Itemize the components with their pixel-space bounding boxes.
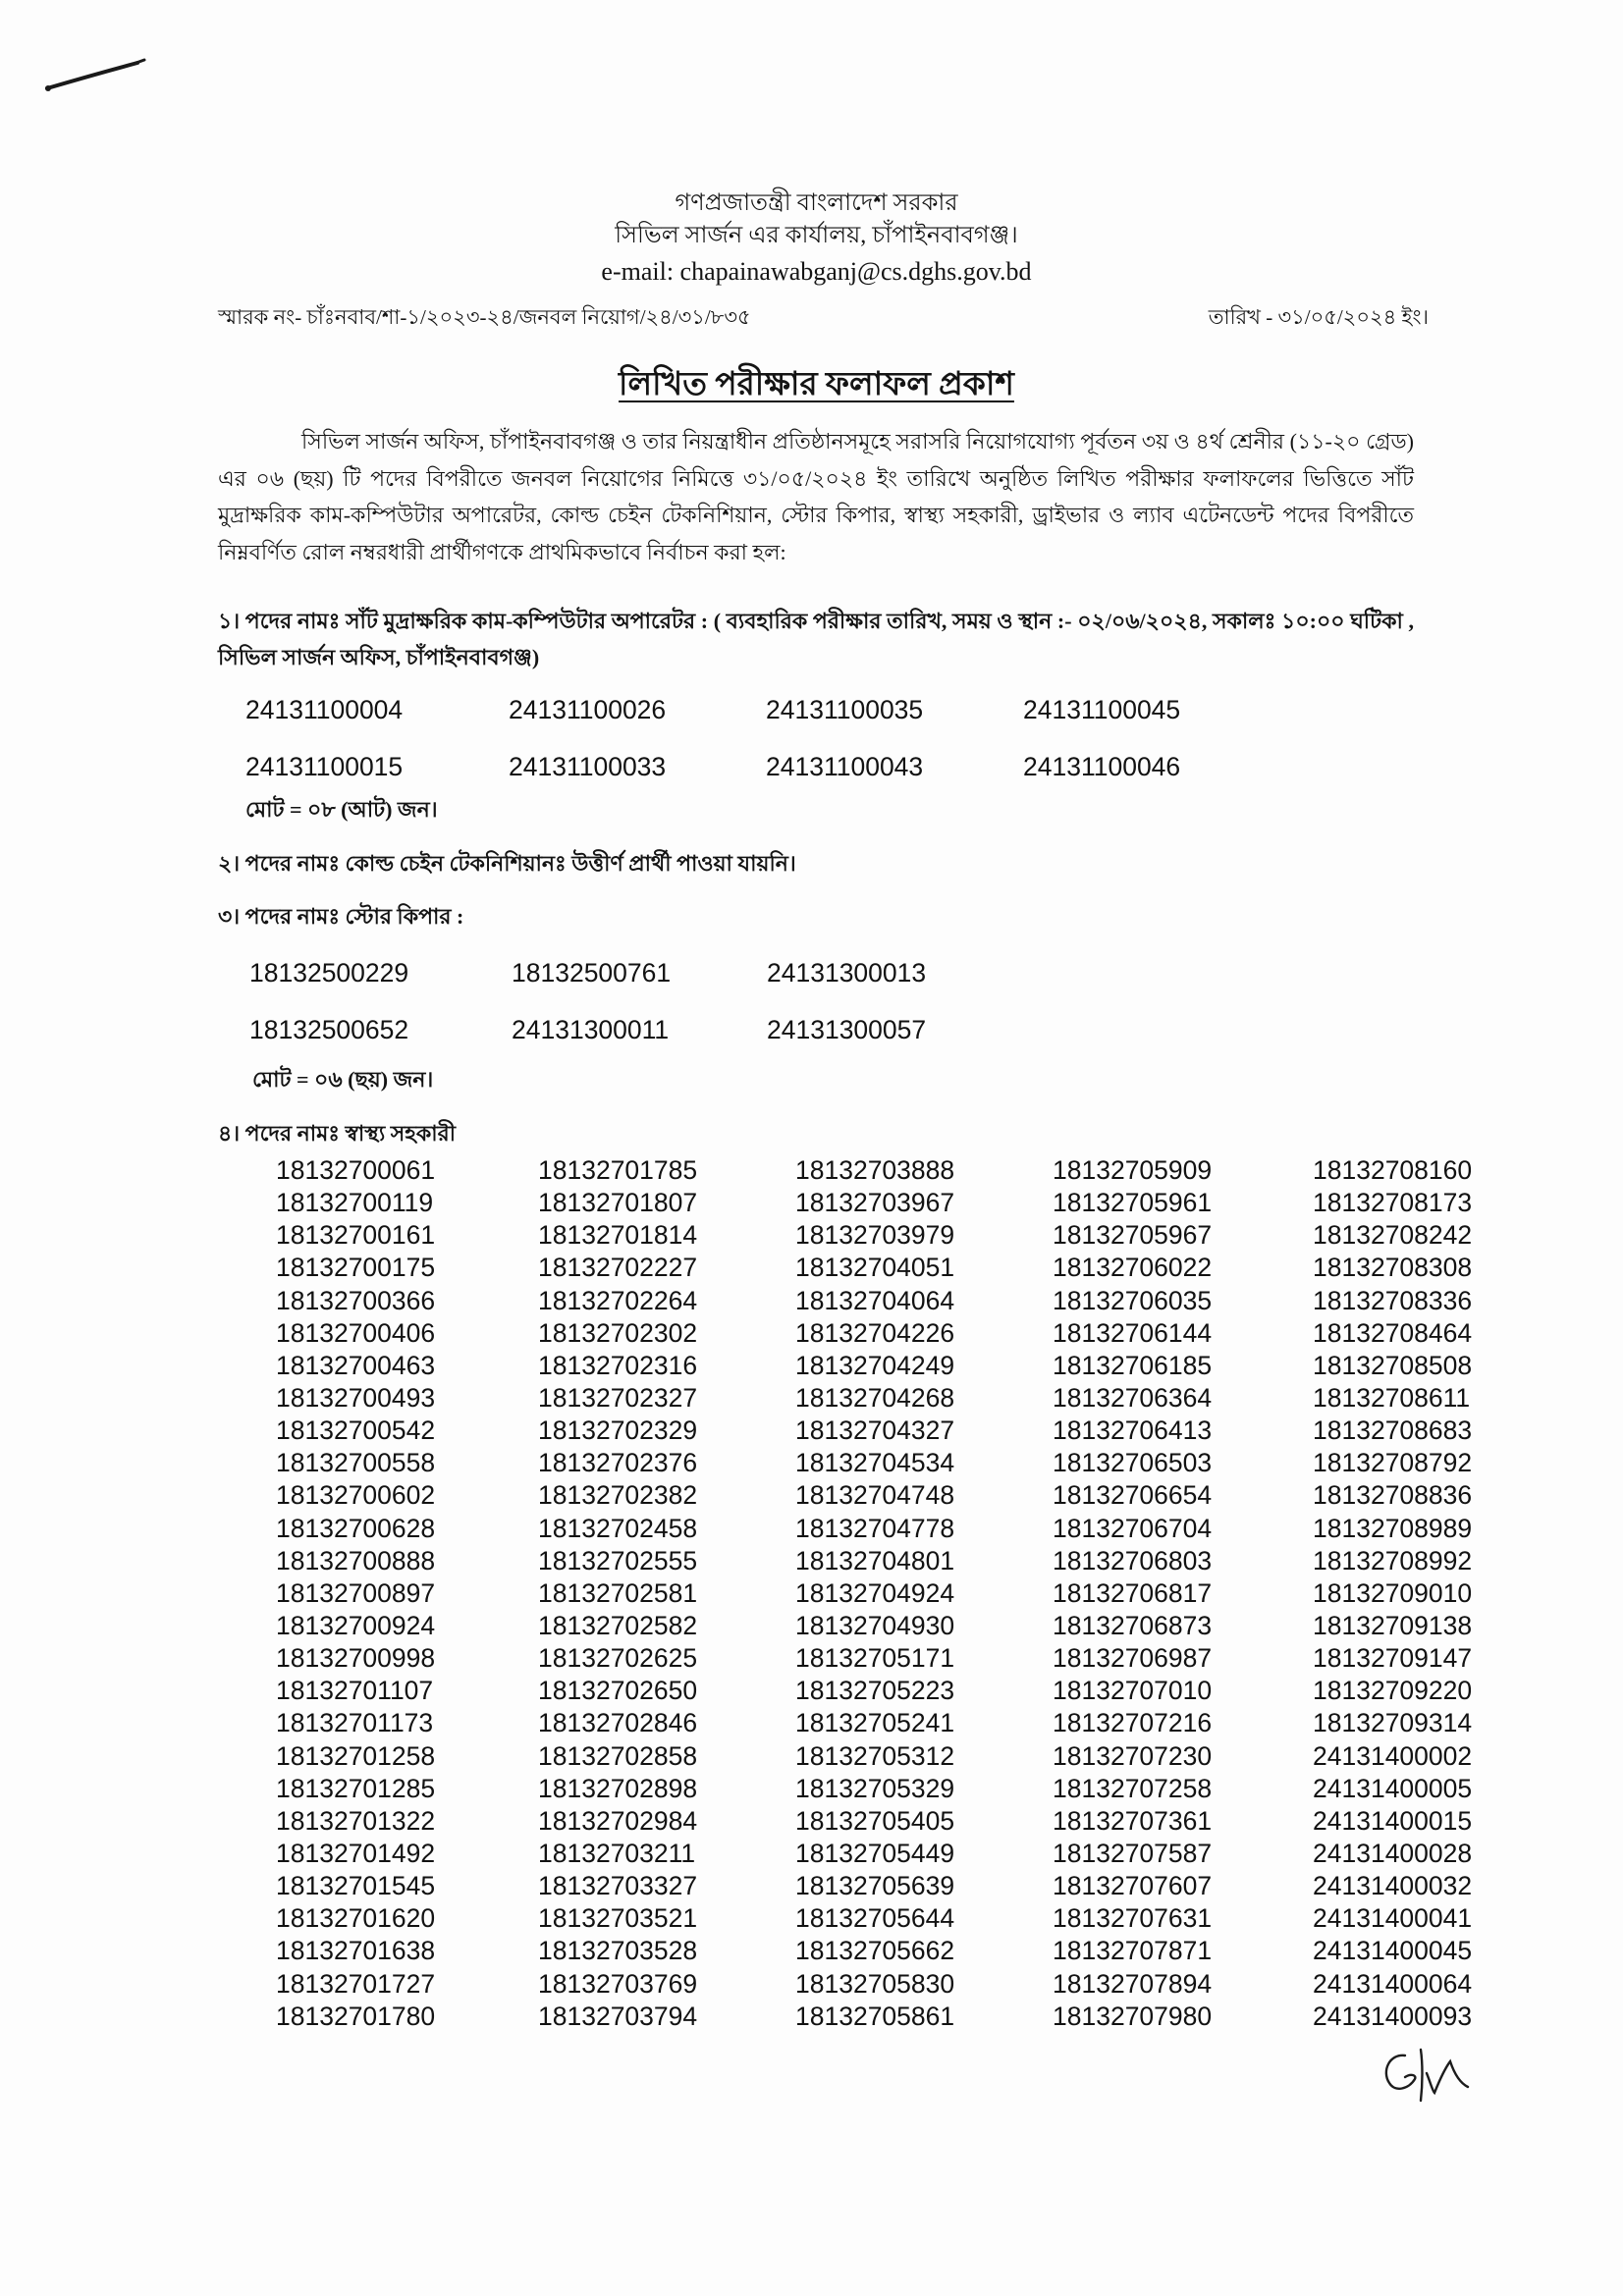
memo-line xyxy=(218,299,1429,335)
roll-number: 18132708242 xyxy=(1313,1220,1473,1251)
roll-number: 18132700463 xyxy=(276,1350,436,1380)
roll-number: 18132706654 xyxy=(1053,1480,1213,1511)
roll-number: 18132706704 xyxy=(1053,1513,1213,1543)
roll-number: 24131400064 xyxy=(1313,1968,1473,1999)
roll-number: 18132708989 xyxy=(1313,1513,1473,1543)
roll-number: 18132706022 xyxy=(1053,1253,1213,1283)
section-1-roll-grid xyxy=(0,681,1623,795)
memo-reference-number: স্মারক নং- চাঁঃনবাব/শা-১/২০২৩-২৪/জনবল নিয়োগ/২৪/৩১/৮৩৫ xyxy=(218,305,751,329)
roll-number: 18132706817 xyxy=(1053,1577,1213,1608)
section-1-total: মোট = ০৮ (আট) জন। xyxy=(245,797,438,822)
roll-number: 18132703888 xyxy=(795,1155,955,1185)
roll-number: 18132700628 xyxy=(276,1513,436,1543)
roll-number-column xyxy=(1023,681,1180,795)
roll-number: 18132700175 xyxy=(276,1253,436,1283)
roll-number: 18132700558 xyxy=(276,1448,436,1478)
roll-number: 18132708336 xyxy=(1313,1285,1473,1315)
roll-number: 18132704534 xyxy=(795,1448,955,1478)
roll-number: 18132702582 xyxy=(538,1610,698,1640)
roll-number: 18132701322 xyxy=(276,1805,436,1836)
roll-number: 18132708464 xyxy=(1313,1317,1473,1348)
roll-number: 18132705961 xyxy=(1053,1188,1213,1218)
roll-number: 18132707631 xyxy=(1053,1903,1213,1934)
roll-number: 18132709138 xyxy=(1313,1610,1473,1640)
roll-number: 18132703967 xyxy=(795,1188,955,1218)
roll-number: 18132705644 xyxy=(795,1903,955,1934)
roll-number: 18132705909 xyxy=(1053,1155,1213,1185)
roll-number: 18132707607 xyxy=(1053,1871,1213,1901)
roll-number: 18132704226 xyxy=(795,1317,955,1348)
roll-number: 18132709314 xyxy=(1313,1708,1473,1738)
roll-number: 18132704924 xyxy=(795,1577,955,1608)
roll-number: 18132707980 xyxy=(1053,2001,1213,2031)
roll-number: 18132707871 xyxy=(1053,1936,1213,1966)
roll-number: 18132701727 xyxy=(276,1968,436,1999)
roll-number: 18132702376 xyxy=(538,1448,698,1478)
memo-date: তারিখ - ৩১/০৫/২০২৪ ইং। xyxy=(1208,305,1429,329)
pen-stroke-mark xyxy=(39,51,152,98)
roll-number: 18132700924 xyxy=(276,1610,436,1640)
roll-number: 18132702650 xyxy=(538,1676,698,1706)
roll-number: 18132705449 xyxy=(795,1838,955,1868)
roll-number: 18132701492 xyxy=(276,1838,436,1868)
roll-number: 18132709010 xyxy=(1313,1577,1473,1608)
roll-number: 18132703979 xyxy=(795,1220,955,1251)
roll-number: 18132707258 xyxy=(1053,1773,1213,1803)
roll-number: 18132709147 xyxy=(1313,1643,1473,1674)
roll-number-column xyxy=(795,1154,954,2033)
roll-number: 24131100015 xyxy=(245,752,404,781)
roll-number: 18132705967 xyxy=(1053,1220,1213,1251)
roll-number: 18132702581 xyxy=(538,1577,698,1608)
roll-number: 18132705830 xyxy=(795,1968,955,1999)
roll-number: 18132705171 xyxy=(795,1643,955,1674)
roll-number: 18132708792 xyxy=(1313,1448,1473,1478)
roll-number: 18132701545 xyxy=(276,1871,436,1901)
handwritten-signature xyxy=(1378,2044,1476,2107)
roll-number: 18132702858 xyxy=(538,1740,698,1771)
roll-number: 18132702327 xyxy=(538,1382,698,1413)
roll-number: 18132703521 xyxy=(538,1903,698,1934)
roll-number: 18132706185 xyxy=(1053,1350,1213,1380)
roll-number: 24131100045 xyxy=(1023,695,1181,724)
roll-number: 24131400041 xyxy=(1313,1903,1473,1934)
roll-number: 24131300057 xyxy=(767,1015,927,1044)
roll-number: 18132704930 xyxy=(795,1610,955,1640)
roll-number: 18132706035 xyxy=(1053,1285,1213,1315)
roll-number: 18132709220 xyxy=(1313,1676,1473,1706)
section-2-heading: ২। পদের নামঃ কোল্ড চেইন টেকনিশিয়ানঃ উত্তীর্ণ প্রার্থী পাওয়া যায়নি। xyxy=(218,851,796,876)
roll-number: 18132700998 xyxy=(276,1643,436,1674)
roll-number: 18132702264 xyxy=(538,1285,698,1315)
roll-number-column xyxy=(1313,1154,1472,2033)
roll-number: 18132700366 xyxy=(276,1285,436,1315)
roll-number: 18132700406 xyxy=(276,1317,436,1348)
roll-number: 18132708683 xyxy=(1313,1415,1473,1446)
roll-number: 18132705662 xyxy=(795,1936,955,1966)
roll-number: 24131400015 xyxy=(1313,1805,1473,1836)
roll-number: 24131300011 xyxy=(512,1015,670,1044)
roll-number: 18132706413 xyxy=(1053,1415,1213,1446)
roll-number: 18132708611 xyxy=(1313,1382,1471,1413)
roll-number: 18132706803 xyxy=(1053,1545,1213,1575)
roll-number: 18132702555 xyxy=(538,1545,698,1575)
roll-number: 24131300013 xyxy=(767,958,927,988)
roll-number: 24131100046 xyxy=(1023,752,1181,781)
roll-number: 18132708508 xyxy=(1313,1350,1473,1380)
roll-number: 18132700161 xyxy=(276,1220,436,1251)
roll-number: 18132702302 xyxy=(538,1317,698,1348)
roll-number: 18132702382 xyxy=(538,1480,698,1511)
roll-number: 18132707216 xyxy=(1053,1708,1213,1738)
roll-number: 18132705312 xyxy=(795,1740,955,1771)
roll-number: 18132706873 xyxy=(1053,1610,1213,1640)
roll-number: 18132702227 xyxy=(538,1253,698,1283)
roll-number: 18132701285 xyxy=(276,1773,436,1803)
notice-title xyxy=(10,363,1623,406)
roll-number: 18132701638 xyxy=(276,1936,436,1966)
roll-number: 18132708173 xyxy=(1313,1188,1473,1218)
roll-number: 24131400002 xyxy=(1313,1740,1473,1771)
roll-number: 24131100026 xyxy=(509,695,667,724)
roll-number: 24131400032 xyxy=(1313,1871,1473,1901)
roll-number: 18132701814 xyxy=(538,1220,698,1251)
roll-number: 18132702625 xyxy=(538,1643,698,1674)
roll-number: 18132706987 xyxy=(1053,1643,1213,1674)
roll-number-column xyxy=(766,681,923,795)
roll-number: 24131100004 xyxy=(245,695,404,724)
roll-number: 18132703327 xyxy=(538,1871,698,1901)
roll-number: 18132705861 xyxy=(795,2001,955,2031)
roll-number: 18132703794 xyxy=(538,2001,698,2031)
roll-number: 24131100043 xyxy=(766,752,924,781)
roll-number: 18132701780 xyxy=(276,2001,436,2031)
roll-number: 18132500652 xyxy=(249,1015,409,1044)
roll-number: 18132706364 xyxy=(1053,1382,1213,1413)
roll-number: 18132701807 xyxy=(538,1188,698,1218)
roll-number: 18132705223 xyxy=(795,1676,955,1706)
roll-number-column xyxy=(276,1154,435,2033)
roll-number: 18132707010 xyxy=(1053,1676,1213,1706)
roll-number: 18132703211 xyxy=(538,1838,696,1868)
roll-number: 24131400045 xyxy=(1313,1936,1473,1966)
roll-number: 18132706144 xyxy=(1053,1317,1213,1348)
section-1-heading: ১। পদের নামঃ সাঁট মুদ্রাক্ষরিক কাম-কম্পিউটার অপারেটর : ( ব্যবহারিক পরীক্ষার তারিখ, সময় ও স্থান :- ০২/০৬/২০২৪, সকালঃ ১০:০০ ঘটিকা , সিভিল সার্জন অফিস, চাঁপাইনবাবগঞ্জ) xyxy=(218,609,1414,669)
roll-number: 18132700061 xyxy=(276,1155,436,1185)
roll-number-column xyxy=(538,1154,697,2033)
roll-number: 24131400028 xyxy=(1313,1838,1473,1868)
roll-number: 18132700602 xyxy=(276,1480,436,1511)
roll-number: 18132705241 xyxy=(795,1708,955,1738)
roll-number: 18132704327 xyxy=(795,1415,955,1446)
roll-number: 18132707230 xyxy=(1053,1740,1213,1771)
roll-number-column xyxy=(767,944,926,1058)
roll-number: 18132704748 xyxy=(795,1480,955,1511)
roll-number: 18132705639 xyxy=(795,1871,955,1901)
roll-number: 18132700888 xyxy=(276,1545,436,1575)
roll-number: 18132701620 xyxy=(276,1903,436,1934)
roll-number: 24131100033 xyxy=(509,752,667,781)
roll-number: 18132708836 xyxy=(1313,1480,1473,1511)
roll-number: 18132704268 xyxy=(795,1382,955,1413)
section-3-roll-grid xyxy=(0,944,1623,1058)
roll-number: 18132704249 xyxy=(795,1350,955,1380)
roll-number: 24131100035 xyxy=(766,695,924,724)
roll-number: 18132707361 xyxy=(1053,1805,1213,1836)
roll-number: 18132702458 xyxy=(538,1513,698,1543)
roll-number: 18132704064 xyxy=(795,1285,955,1315)
roll-number: 18132704051 xyxy=(795,1253,955,1283)
roll-number-column xyxy=(245,681,403,795)
office-email: e-mail: chapainawabganj@cs.dghs.gov.bd xyxy=(601,257,1032,286)
roll-number: 18132702846 xyxy=(538,1708,698,1738)
roll-number: 18132700493 xyxy=(276,1382,436,1413)
roll-number: 18132705405 xyxy=(795,1805,955,1836)
section-3-total: মোট = ০৬ (ছয়) জন। xyxy=(252,1067,434,1092)
intro-paragraph: সিভিল সার্জন অফিস, চাঁপাইনবাবগঞ্জ ও তার নিয়ন্ত্রাধীন প্রতিষ্ঠানসমূহে সরাসরি নিয়োগযোগ্য পূর্বতন ৩য় ও ৪র্থ শ্রেনীর (১১-২০ গ্রেড) এর ০৬ (ছয়) টি পদের বিপরীতে জনবল নিয়োগের নিমিত্তে ৩১/০৫/২০২৪ ইং তারিখে অনুষ্ঠিত লিখিত পরীক্ষার ফলাফলের ভিত্তিতে সাঁট মুদ্রাক্ষরিক কাম-কম্পিউটার অপারেটর, কোল্ড চেইন টেকনিশিয়ান, স্টোর কিপার, স্বাস্থ্য সহকারী, ড্রাইভার ও ল্যাব এটেনডেন্ট পদের বিপরীতে নিম্নবর্ণিত রোল নম্বরধারী প্রার্থীগণকে প্রাথমিকভাবে নির্বাচন করা হল: xyxy=(218,429,1414,564)
roll-number: 18132700897 xyxy=(276,1577,436,1608)
roll-number: 18132700542 xyxy=(276,1415,436,1446)
section-4-heading: ৪। পদের নামঃ স্বাস্থ্য সহকারী xyxy=(218,1121,456,1146)
roll-number-column xyxy=(509,681,666,795)
roll-number-column xyxy=(249,944,408,1058)
roll-number: 18132703769 xyxy=(538,1968,698,1999)
roll-number: 18132708160 xyxy=(1313,1155,1473,1185)
roll-number: 18132708308 xyxy=(1313,1253,1473,1283)
section-3-heading: ৩। পদের নামঃ স্টোর কিপার : xyxy=(218,904,464,929)
roll-number-column xyxy=(512,944,671,1058)
roll-number: 18132702984 xyxy=(538,1805,698,1836)
roll-number: 18132701173 xyxy=(276,1708,434,1738)
roll-number: 18132702329 xyxy=(538,1415,698,1446)
roll-number: 18132703528 xyxy=(538,1936,698,1966)
roll-number: 18132702316 xyxy=(538,1350,698,1380)
roll-number: 18132701107 xyxy=(276,1676,434,1706)
roll-number-column xyxy=(1053,1154,1212,2033)
roll-number: 24131400005 xyxy=(1313,1773,1473,1803)
roll-number: 18132707587 xyxy=(1053,1838,1213,1868)
roll-number: 18132500761 xyxy=(512,958,672,988)
roll-number: 18132701258 xyxy=(276,1740,436,1771)
government-name-heading: গণপ্রজাতন্ত্রী বাংলাদেশ সরকার xyxy=(675,190,958,216)
roll-number: 24131400093 xyxy=(1313,2001,1473,2031)
roll-number: 18132708992 xyxy=(1313,1545,1473,1575)
roll-number: 18132702898 xyxy=(538,1773,698,1803)
roll-number: 18132500229 xyxy=(249,958,409,988)
section-4-roll-grid xyxy=(0,1154,1623,2034)
roll-number: 18132705329 xyxy=(795,1773,955,1803)
notice-title-text: লিখিত পরীক্ষার ফলাফল প্রকাশ xyxy=(619,367,1014,402)
roll-number: 18132704801 xyxy=(795,1545,955,1575)
roll-number: 18132701785 xyxy=(538,1155,698,1185)
roll-number: 18132707894 xyxy=(1053,1968,1213,1999)
roll-number: 18132704778 xyxy=(795,1513,955,1543)
roll-number: 18132700119 xyxy=(276,1188,434,1218)
office-name-heading: সিভিল সার্জন এর কার্যালয়, চাঁপাইনবাবগঞ্জ। xyxy=(615,223,1018,248)
roll-number: 18132706503 xyxy=(1053,1448,1213,1478)
